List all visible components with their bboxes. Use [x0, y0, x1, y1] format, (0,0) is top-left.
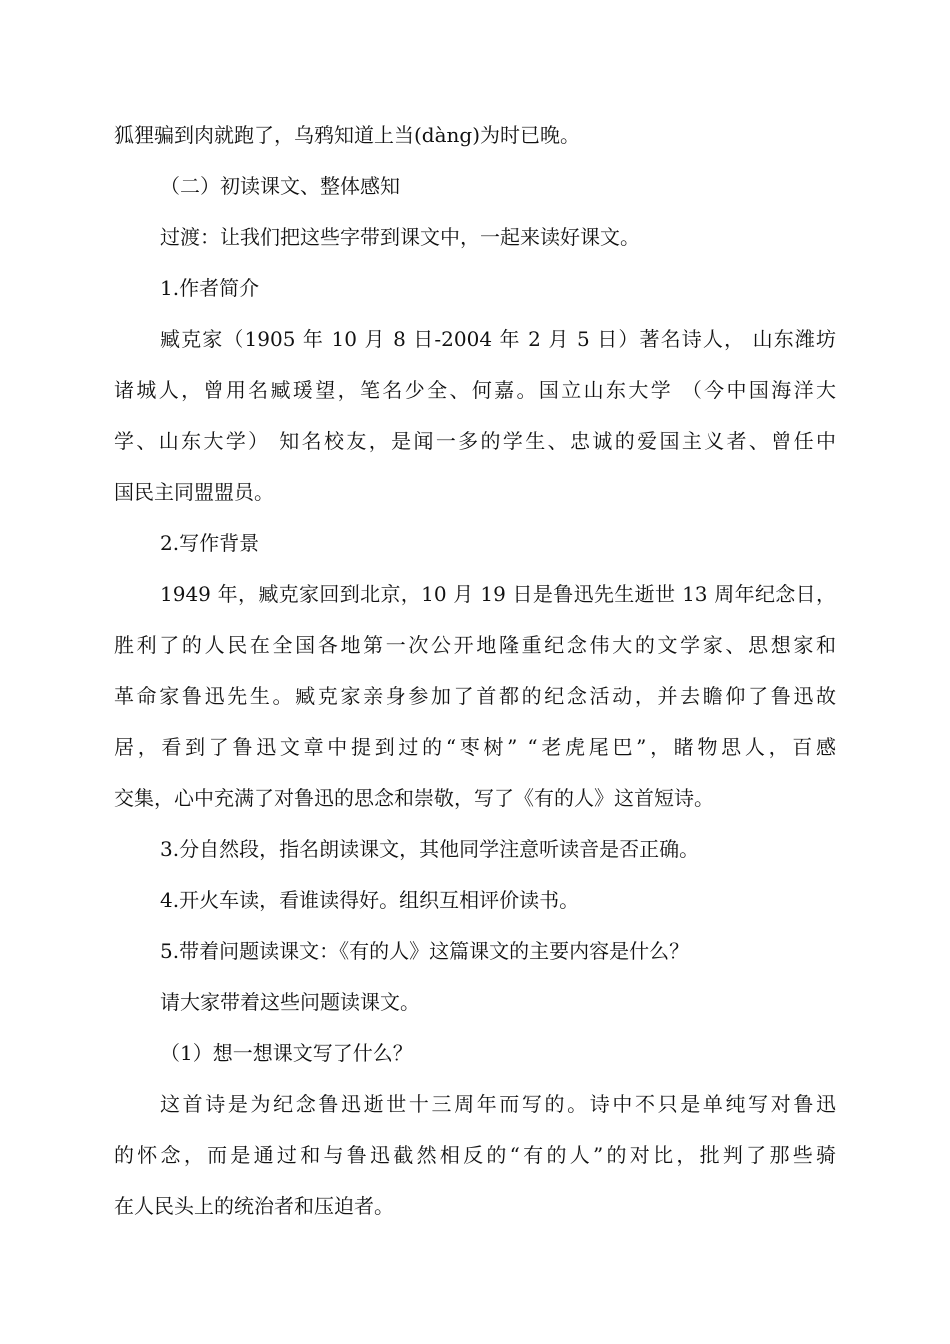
- text-line: 过渡：让我们把这些字带到课文中，一起来读好课文。: [160, 225, 640, 249]
- text-line: 交集，心中充满了对鲁迅的思念和崇敬，写了《有的人》这首短诗。: [114, 786, 714, 810]
- text-line: 狐狸骗到肉就跑了，乌鸦知道上当(dàng)为时已晚。: [114, 123, 581, 147]
- text-line: 在人民头上的统治者和压迫者。: [114, 1194, 394, 1218]
- text-line: 这首诗是为纪念鲁迅逝世十三周年而写的。诗中不只是单纯写对鲁迅: [160, 1092, 836, 1116]
- text-line: 胜利了的人民在全国各地第一次公开地隆重纪念伟大的文学家、思想家和: [114, 633, 836, 657]
- text-line: 诸城人，曾用名臧瑗望，笔名少全、何嘉。国立山东大学 （今中国海洋大: [114, 378, 836, 402]
- subheading-background: 2.写作背景: [160, 531, 260, 555]
- list-item: 3.分自然段，指名朗读课文，其他同学注意听读音是否正确。: [160, 837, 700, 861]
- question-heading: （1）想一想课文写了什么？: [160, 1041, 413, 1065]
- text-line: 革命家鲁迅先生。臧克家亲身参加了首都的纪念活动，并去瞻仰了鲁迅故: [114, 684, 836, 708]
- list-item: 4.开火车读，看谁读得好。组织互相评价读书。: [160, 888, 580, 912]
- text-line: 居，看到了鲁迅文章中提到过的“枣树” “老虎尾巴”，睹物思人，百感: [114, 735, 836, 759]
- text-line: 学、山东大学） 知名校友，是闻一多的学生、忠诚的爱国主义者、曾任中: [114, 429, 836, 453]
- text-line: 1949 年，臧克家回到北京，10 月 19 日是鲁迅先生逝世 13 周年纪念日，: [160, 582, 836, 606]
- subheading-author-intro: 1.作者简介: [160, 276, 260, 300]
- text-line: 请大家带着这些问题读课文。: [160, 990, 420, 1014]
- list-item: 5.带着问题读课文：《有的人》这篇课文的主要内容是什么？: [160, 939, 690, 963]
- text-line: 臧克家（1905 年 10 月 8 日-2004 年 2 月 5 日）著名诗人， 山东潍坊: [160, 327, 836, 351]
- text-line: 国民主同盟盟员。: [114, 480, 274, 504]
- section-heading: （二）初读课文、整体感知: [160, 174, 400, 198]
- text-line: 的怀念，而是通过和与鲁迅截然相反的“有的人”的对比，批判了那些骑: [114, 1143, 836, 1167]
